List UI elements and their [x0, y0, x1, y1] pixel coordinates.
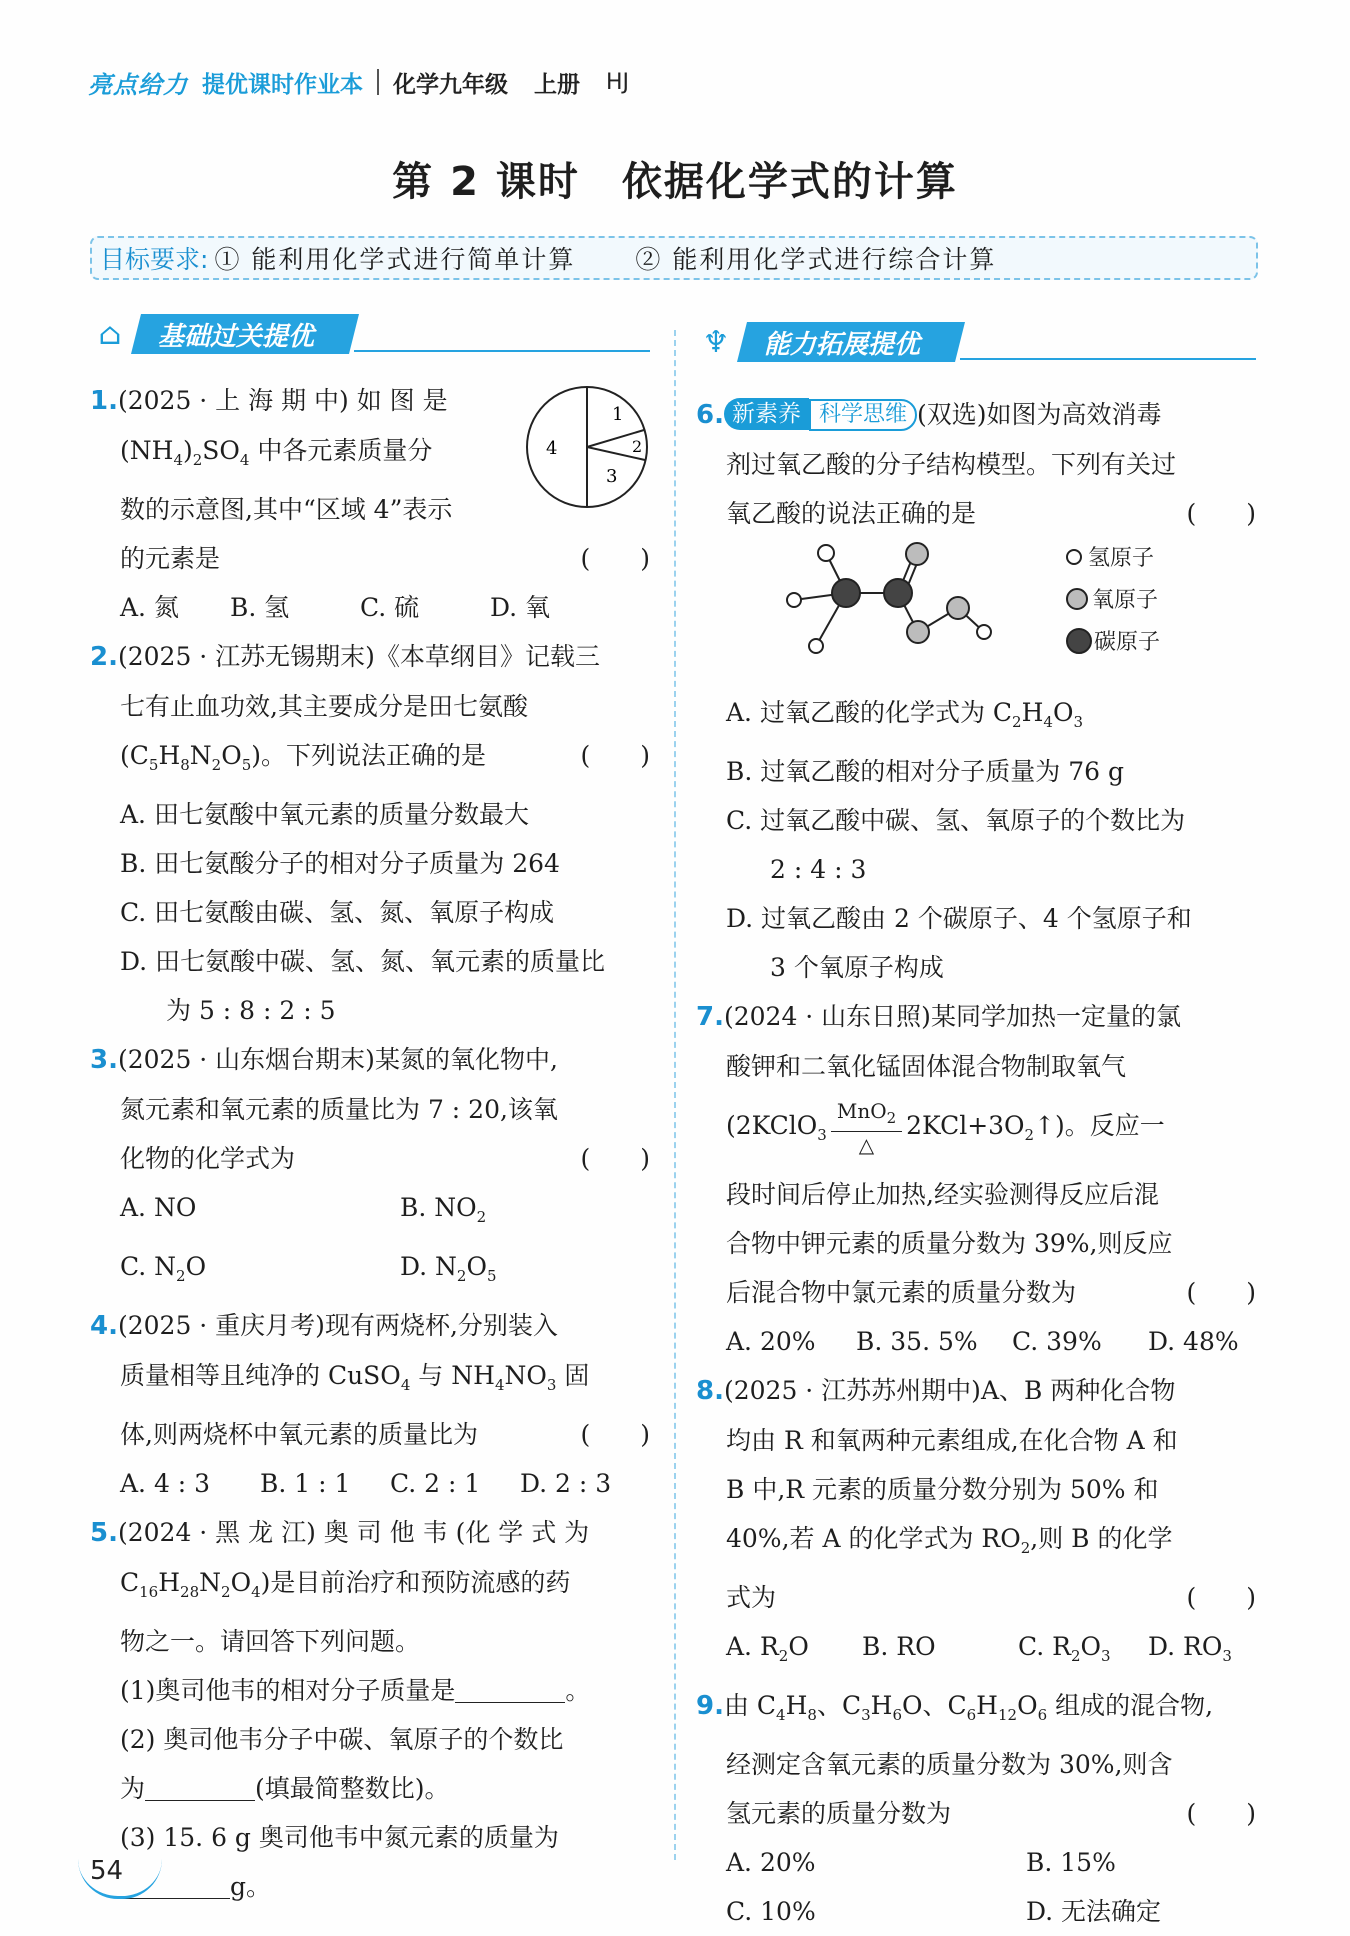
q8-line2: 均由 R 和氧两种元素组成,在化合物 A 和 [726, 1426, 1178, 1455]
q2-formula-c: (C [120, 741, 149, 770]
q9-formula-1c: 由 C [723, 1691, 777, 1720]
section-advanced-line [960, 358, 1256, 360]
q5-part2-prefix: 为 [120, 1774, 146, 1803]
q5-part2: (2) 奥司他韦分子中碳、氧原子的个数比 [120, 1725, 564, 1754]
question-3: 3.(2025 · 山东烟台期末)某氮的氧化物中, 氮元素和氧元素的质量比为 7 : 20,该氧 化物的化学式为 ( ) A. NO B. $NO_2$ C. $N_2O$ D. $N_2O_5$ [90, 1045, 650, 1285]
q9-option-c[interactable]: C. 10% [726, 1897, 816, 1926]
q2-option-b[interactable]: B. 田七氨酸分子的相对分子质量为 264 [120, 849, 560, 878]
q6-line3: 氧乙酸的说法正确的是 [726, 499, 977, 528]
q7-line5: 合物中钾元素的质量分数为 39%,则反应 [726, 1229, 1173, 1258]
q3-line2: 氮元素和氧元素的质量比为 7 : 20,该氧 [120, 1095, 558, 1124]
page-header [88, 62, 629, 102]
q7-line1: (2024 · 山东日照)某同学加热一定量的氯 [723, 1002, 1181, 1031]
right-column [696, 390, 1256, 1936]
q5-line3: 物之一。请回答下列问题。 [120, 1627, 421, 1656]
question-4: 4.(2025 · 重庆月考)现有两烧杯,分别装入 质量相等且纯净的 CuSO$_4$ 与 $NH_4NO_3$ 固 体,则两烧杯中氧元素的质量比为 ( ) A. 4 : 3 B. 1 : 1 C. 2 : 1 D. 2 : 3 [90, 1301, 650, 1508]
q8-line5: 式为 [726, 1583, 777, 1612]
q9-number: 9. [696, 1691, 724, 1721]
house-icon: ⌂ [98, 316, 122, 352]
molecule-legend [1066, 538, 1160, 664]
left-column [90, 376, 650, 1911]
q7-line6: 后混合物中氯元素的质量分数为 [726, 1278, 1077, 1307]
q5-blank-1[interactable] [455, 1672, 565, 1703]
q7-option-c[interactable]: C. 39% [1012, 1327, 1102, 1356]
q9-line1: 组成的混合物, [1047, 1691, 1214, 1720]
q3-option-b[interactable]: B. NO [400, 1193, 477, 1222]
answer-paren[interactable]: ( ) [580, 741, 650, 770]
q4-line2a: 质量相等且纯净的 CuSO [120, 1361, 401, 1390]
q1-line1: (2025 · 上 海 期 中) 如 图 是 [117, 386, 448, 415]
objectives-box [90, 236, 1258, 280]
book-grade: 化学九年级 [393, 71, 508, 98]
q4-option-d[interactable]: D. 2 : 3 [520, 1469, 612, 1498]
q8-option-c[interactable]: C. R [1018, 1632, 1071, 1661]
q2-number: 2. [90, 642, 118, 672]
q6-figure [696, 538, 1256, 688]
pie-label-1: 1 [612, 404, 624, 425]
objective-1: ① 能利用化学式进行简单计算 [214, 245, 576, 274]
q7-number: 7. [696, 1002, 724, 1032]
question-7: 7.(2024 · 山东日照)某同学加热一定量的氯 酸钾和二氧化锰固体混合物制取氧气 (2KClO$_3$ $\frac{MnO_2}{\triangle}$ $2KCl+3O_2↑$)。反应一 段时间后停止加热,经实验测得反应后混 合物中钾元素的质量分数为 39%,则反应 后混合物中氯元素的质量分数为 ( ) A. 20% B. 35. 5% C. 39% D. 48% [696, 992, 1256, 1366]
q7-equation-condition: $\frac{MnO_2}{\triangle}$ [831, 1098, 902, 1158]
q5-line1: (2024 · 黑 龙 江) 奥 司 他 韦 (化 学 式 为 [117, 1518, 590, 1547]
q1-option-d[interactable]: D. 氧 [490, 593, 551, 622]
q4-line2c: NO [504, 1361, 547, 1390]
q4-option-c[interactable]: C. 2 : 1 [390, 1469, 481, 1498]
header-divider [377, 69, 379, 95]
q8-line3: B 中,R 元素的质量分数分别为 50% 和 [726, 1475, 1159, 1504]
pie-label-4: 4 [546, 438, 558, 459]
q9-line3: 氢元素的质量分数为 [726, 1799, 952, 1828]
trophy-icon: ♆ [702, 324, 730, 360]
q5-part1: (1)奥司他韦的相对分子质量是 [120, 1676, 456, 1705]
q6-option-a-o: O [1052, 698, 1074, 727]
answer-paren[interactable]: ( ) [1186, 1799, 1256, 1828]
q6-option-d[interactable]: D. 过氧乙酸由 2 个碳原子、4 个氢原子和 [726, 904, 1192, 933]
answer-paren[interactable]: ( ) [580, 1420, 650, 1449]
q9-formula-3c: O、C [902, 1691, 967, 1720]
section-advanced [696, 320, 1256, 364]
q2-line2: 七有止血功效,其主要成分是田七氨酸 [120, 692, 528, 721]
q5-part3-unit: g。 [230, 1872, 272, 1901]
q9-formula-3o: O [1017, 1691, 1038, 1720]
answer-paren[interactable]: ( ) [1186, 499, 1256, 528]
q4-line3: 体,则两烧杯中氧元素的质量比为 [120, 1420, 478, 1449]
q1-option-c[interactable]: C. 硫 [360, 593, 420, 622]
q3-option-c-o: O [185, 1252, 207, 1281]
section-basic [90, 312, 650, 356]
q2-formula-o: O [221, 741, 242, 770]
pie-label-2: 2 [632, 437, 643, 456]
answer-paren[interactable]: ( ) [1186, 1583, 1256, 1612]
q3-number: 3. [90, 1045, 118, 1075]
q6-number: 6. [696, 400, 724, 430]
q5-part2-end: (填最简整数比)。 [255, 1774, 450, 1803]
q6-option-b[interactable]: B. 过氧乙酸的相对分子质量为 76 g [726, 757, 1124, 786]
q3-option-c[interactable]: C. N [120, 1252, 177, 1281]
book-volume: 上册 [534, 71, 580, 98]
q6-option-a[interactable]: A. 过氧乙酸的化学式为 C [726, 698, 1013, 727]
book-edition: HJ [606, 69, 630, 95]
section-advanced-title: 能力拓展提优 [764, 329, 921, 360]
question-2: 2.(2025 · 江苏无锡期末)《本草纲目》记载三 七有止血功效,其主要成分是田七氨酸 $(C_5H_8N_2O_5)$。下列说法正确的是 ( ) A. 田七氨酸中氧元素的质量分数最大 B. 田七氨酸分子的相对分子质量为 264 C. 田七氨酸由碳、氢、氮、氧原子构成 D. 田七氨酸中碳、氢、氮、氧元素的质量比 为 5 : 8 : 2 : 5 [90, 632, 650, 1035]
q7-line4: 段时间后停止加热,经实验测得反应后混 [726, 1180, 1159, 1209]
q1-number: 1. [90, 386, 118, 416]
answer-paren[interactable]: ( ) [580, 1144, 650, 1173]
question-6: 6. 新素养 科学思维 (双选)如图为高效消毒 剂过氧乙酸的分子结构模型。下列有关过 氧乙酸的说法正确的是 ( ) 氢原子 氧原子 碳原子 A. 过氧乙酸的化学式为 $C_2H_4O_3$ B. 过氧乙酸的相对分子质量为 76 g C. 过氧乙酸中碳、氢、氧原子的个数比为 2 : 4 : 3 D. 过氧乙酸由 2 个碳原子、4 个氢原子和 3 个氧原子构成 [696, 390, 1256, 992]
q7-equation-product: 2KCl+3O [906, 1111, 1025, 1140]
q3-line1: (2025 · 山东烟台期末)某氮的氧化物中, [117, 1045, 558, 1074]
q2-line1: (2025 · 江苏无锡期末)《本草纲目》记载三 [117, 642, 600, 671]
q3-option-a[interactable]: A. NO [120, 1193, 197, 1222]
section-basic-title: 基础过关提优 [158, 321, 315, 352]
q7-line2: 酸钾和二氧化锰固体混合物制取氧气 [726, 1052, 1127, 1081]
q9-formula-3h: H [976, 1691, 998, 1720]
q8-line4b: ,则 B 的化学 [1030, 1524, 1173, 1553]
question-1: 1 2 3 4 1.(2025 · 上 海 期 中) 如 图 是 $(NH_4)_2SO_4$ 中各元素质量分 数的示意图,其中“区域 4”表示 的元素是 ( ) A. 氮 B. 氢 C. 硫 D. 氧 [90, 376, 650, 632]
q2-formula-h: H [158, 741, 181, 770]
q5-part1-end: 。 [565, 1676, 591, 1705]
q8-option-a[interactable]: A. R [726, 1632, 779, 1661]
q5-formula-c: C [120, 1568, 140, 1597]
q2-formula-n: N [189, 741, 212, 770]
q8-number: 8. [696, 1376, 724, 1406]
q6-badge-thinking: 科学思维 [809, 399, 917, 431]
answer-paren[interactable]: ( ) [580, 544, 650, 573]
q1-line2: 中各元素质量分 [249, 436, 433, 465]
q8-option-d[interactable]: D. RO [1148, 1632, 1223, 1661]
q7-option-a[interactable]: A. 20% [726, 1327, 816, 1356]
q7-heat-symbol: △ [858, 1132, 875, 1157]
objectives-label: 目标要求: [100, 245, 209, 274]
q7-equation-reactant: (2KClO [726, 1111, 818, 1140]
q6-option-d-cont: 3 个氧原子构成 [770, 953, 944, 982]
q1-formula-a: (NH [120, 436, 174, 465]
molecule-model-figure [786, 538, 1046, 688]
q6-option-c-cont: 2 : 4 : 3 [770, 855, 867, 884]
q5-formula-h: H [158, 1568, 181, 1597]
section-basic-line [354, 350, 650, 352]
q9-formula-2c: 、C [816, 1691, 862, 1720]
objective-2: ② 能利用化学式进行综合计算 [635, 245, 997, 274]
q7-line3-end: ↑)。反应一 [1034, 1111, 1165, 1140]
legend-carbon: 碳原子 [1094, 630, 1161, 655]
q1-formula-c: SO [202, 436, 240, 465]
page-title: 第 2 课时 依据化学式的计算 [392, 159, 958, 205]
q9-option-a[interactable]: A. 20% [726, 1848, 816, 1877]
q7-option-d[interactable]: D. 48% [1148, 1327, 1239, 1356]
q6-option-a-h: H [1021, 698, 1044, 727]
q5-number: 5. [90, 1518, 118, 1548]
q5-formula-n: N [199, 1568, 222, 1597]
question-8: 8.(2025 · 江苏苏州期中)A、B 两种化合物 均由 R 和氧两种元素组成,在化合物 A 和 B 中,R 元素的质量分数分别为 50% 和 40%,若 A 的化学式为 $RO_2$,则 B 的化学 式为 ( ) A. $R_2O$ B. RO C. $R_2O_3$ D. $RO_3$ [696, 1366, 1256, 1681]
q4-option-a[interactable]: A. 4 : 3 [120, 1469, 211, 1498]
q1-line3: 数的示意图,其中“区域 4”表示 [120, 495, 453, 524]
q6-line1: (双选)如图为高效消毒 [916, 400, 1162, 429]
q9-option-d[interactable]: D. 无法确定 [1026, 1897, 1162, 1926]
q9-line2: 经测定含氧元素的质量分数为 30%,则含 [726, 1750, 1173, 1779]
q9-option-b[interactable]: B. 15% [1026, 1848, 1116, 1877]
question-9: 9.由 $C_4H_8$、$C_3H_6O$、$C_6H_{12}O_6$ 组成的混合物, 经测定含氧元素的质量分数为 30%,则含 氢元素的质量分数为 ( ) A. 20% B. 15% C. 10% D. 无法确定 [696, 1681, 1256, 1936]
column-divider [674, 330, 676, 1860]
page-number: 54 [90, 1856, 124, 1886]
q1-line4: 的元素是 [120, 544, 221, 573]
q6-line2: 剂过氧乙酸的分子结构模型。下列有关过 [726, 450, 1177, 479]
q4-number: 4. [90, 1311, 118, 1341]
q2-option-d[interactable]: D. 田七氨酸中碳、氢、氮、氧元素的质量比 [120, 947, 606, 976]
q6-option-c[interactable]: C. 过氧乙酸中碳、氢、氧原子的个数比为 [726, 806, 1186, 835]
q1-formula-b: ) [182, 436, 193, 465]
q1-option-a[interactable]: A. 氮 [120, 593, 179, 622]
q9-formula-1h: H [785, 1691, 808, 1720]
q3-line3: 化物的化学式为 [120, 1144, 296, 1173]
pie-label-3: 3 [606, 466, 618, 487]
q5-blank-2[interactable] [145, 1770, 255, 1801]
q8-line4a: 40%,若 A 的化学式为 RO [726, 1524, 1021, 1553]
brand-logo: 亮点给力 [88, 70, 188, 99]
book-subtitle: 提优课时作业本 [202, 71, 363, 98]
legend-oxygen: 氧原子 [1092, 588, 1159, 613]
q8-line1: (2025 · 江苏苏州期中)A、B 两种化合物 [723, 1376, 1176, 1405]
q2-option-a[interactable]: A. 田七氨酸中氧元素的质量分数最大 [120, 800, 529, 829]
q5-part3: (3) 15. 6 g 奥司他韦中氮元素的质量为 [120, 1823, 559, 1852]
q3-option-d-o: O [466, 1252, 487, 1281]
q5-line2: )是目前治疗和预防流感的药 [260, 1568, 571, 1597]
answer-paren[interactable]: ( ) [1186, 1278, 1256, 1307]
q4-option-b[interactable]: B. 1 : 1 [260, 1469, 351, 1498]
question-5: 5.(2024 · 黑 龙 江) 奥 司 他 韦 (化 学 式 为 $C_{16}H_{28}N_2O_4$)是目前治疗和预防流感的药 物之一。请回答下列问题。 (1)奥司他韦的相对分子质量是 。 (2) 奥司他韦分子中碳、氧原子的个数比 为 (填最简整数比)。 (3) 15. 6 g 奥司他韦中氮元素的质量为 g。 [90, 1508, 650, 1911]
q6-badge-new: 新素养 [724, 398, 809, 430]
q3-option-d[interactable]: D. N [400, 1252, 457, 1281]
q2-option-c[interactable]: C. 田七氨酸由碳、氢、氮、氧原子构成 [120, 898, 555, 927]
q1-option-b[interactable]: B. 氢 [230, 593, 290, 622]
q9-formula-2h: H [870, 1691, 893, 1720]
legend-hydrogen: 氢原子 [1088, 546, 1155, 571]
q4-line2d: 固 [556, 1361, 590, 1390]
q8-option-b[interactable]: B. RO [862, 1632, 936, 1661]
q7-catalyst: MnO [836, 1098, 887, 1123]
q4-line1: (2025 · 重庆月考)现有两烧杯,分别装入 [117, 1311, 558, 1340]
q2-line3: )。下列说法正确的是 [251, 741, 487, 770]
q5-formula-o: O [230, 1568, 252, 1597]
q7-option-b[interactable]: B. 35. 5% [856, 1327, 978, 1356]
q4-line2b: 与 NH [410, 1361, 495, 1390]
q2-option-d-cont: 为 5 : 8 : 2 : 5 [166, 996, 336, 1025]
